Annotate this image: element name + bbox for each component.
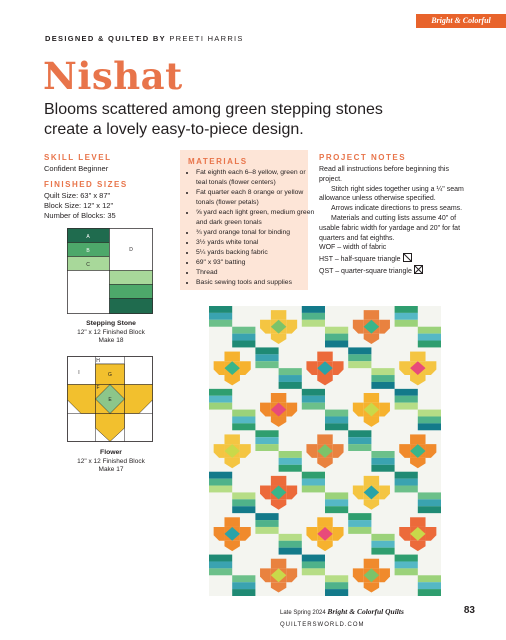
stepping-stone-strip [209,396,232,403]
stepping-stone-strip [371,458,394,465]
stepping-stone-strip [209,479,232,486]
finished-sizes-heading: FINISHED SIZES [44,180,128,189]
materials-list [188,168,316,288]
flower-petal [410,517,425,527]
stepping-stone-strip [325,423,348,430]
stepping-stone-size: 12" x 12 Finished Block [77,328,145,336]
stepping-stone-strip [302,403,325,410]
stepping-stone-strip [325,492,348,499]
flower-petal [317,434,332,444]
stepping-stone-strip [325,589,348,596]
stepping-stone-strip [209,555,232,562]
block-size: Block Size: 12" x 12" [44,201,114,210]
stepping-stone-strip [348,513,371,520]
label-c: C [86,262,90,268]
stepping-stone-strip [209,472,232,479]
materials-heading: MATERIALS [188,157,248,166]
magazine-title: Bright & Colorful Quilts [327,607,404,616]
stepping-stone-strip [302,389,325,396]
stepping-stone-strip [255,520,278,527]
stepping-stone-strip [209,389,232,396]
stepping-stone-strip [325,416,348,423]
stepping-stone-strip [232,575,255,582]
stepping-stone-strip [371,368,394,375]
materials-item: • Fat quarter each 8 orange or yellow tonals (flower petals) [196,188,316,208]
stepping-stone-strip [302,472,325,479]
stepping-stone-strip [395,472,418,479]
stepping-stone-strip [371,465,394,472]
stepping-stone-strip [209,568,232,575]
skill-level-heading: SKILL LEVEL [44,153,112,162]
flower-petal [364,476,379,486]
stepping-stone-strip [325,341,348,348]
stepping-stone-strip [348,347,371,354]
designer-name: PREETI HARRIS [169,34,244,43]
stepping-stone-strip [209,561,232,568]
materials-item: • Thread [196,268,316,278]
patch-light [110,271,153,285]
stepping-stone-strip [395,561,418,568]
stepping-stone-strip [232,506,255,513]
note-paragraph: Arrows indicate directions to press seams. [331,205,463,213]
stepping-stone-strip [395,313,418,320]
materials-item: • Fat eighth each 6–8 yellow, green or teal tonals (flower centers) [196,168,316,188]
stepping-stone-strip [232,327,255,334]
stepping-stone-strip [395,320,418,327]
stepping-stone-strip [255,527,278,534]
stepping-stone-strip [232,423,255,430]
skill-level-value: Confident Beginner [44,164,109,173]
stepping-stone-strip [418,506,441,513]
stepping-stone-strip [371,375,394,382]
stepping-stone-strip [395,389,418,396]
stepping-stone-strip [418,423,441,430]
stepping-stone-strip [279,458,302,465]
stepping-stone-strip [418,416,441,423]
stepping-stone-strip [232,416,255,423]
label-d: D [129,247,133,253]
qst-definition: QST – quarter-square triangle [319,267,412,275]
patch-medium [110,285,153,299]
stepping-stone-strip [371,382,394,389]
stepping-stone-strip [255,347,278,354]
label-f: F [96,385,100,391]
stepping-stone-strip [395,568,418,575]
stepping-stone-strip [255,430,278,437]
stepping-stone-strip [209,403,232,410]
stepping-stone-strip [255,354,278,361]
flower-petal [224,434,239,444]
stepping-stone-strip [279,375,302,382]
note-paragraph: Read all instructions before beginning this project. [319,166,449,183]
stepping-stone-strip [348,527,371,534]
stepping-stone-strip [232,410,255,417]
patch-d-lower [68,271,110,314]
stepping-stone-strip [209,320,232,327]
byline-prefix: DESIGNED & QUILTED BY [45,34,166,43]
stepping-stone-strip [302,306,325,313]
flower-size: 12" x 12 Finished Block [77,457,145,465]
stepping-stone-strip [325,410,348,417]
quilt-photo [209,306,441,596]
stepping-stone-strip [418,499,441,506]
skill-and-sizes [44,152,174,221]
stepping-stone-strip [348,354,371,361]
stepping-stone-strip [418,410,441,417]
number-of-blocks: Number of Blocks: 35 [44,211,116,220]
flower-diagram [67,356,153,442]
label-i: I [78,370,80,376]
stepping-stone-strip [232,589,255,596]
stepping-stone-strip [395,396,418,403]
hst-definition: HST – half-square triangle [319,256,401,264]
patch-dark [110,299,153,314]
stepping-stone-strip [255,437,278,444]
wof-definition: WOF – width of fabric [319,244,387,252]
stepping-stone-strip [255,361,278,368]
flower-petal [364,393,379,403]
issue-date: Late Spring 2024 [280,610,326,616]
label-a: A [86,234,90,240]
stepping-stone-strip [348,430,371,437]
stepping-stone-strip [325,499,348,506]
stepping-stone-strip [325,506,348,513]
stepping-stone-strip [279,534,302,541]
stepping-stone-strip [371,534,394,541]
label-e: E [108,397,112,403]
flower-petal [410,352,425,362]
stepping-stone-strip [371,451,394,458]
stepping-stone-strip [302,568,325,575]
stepping-stone-strip [255,444,278,451]
stepping-stone-strip [232,499,255,506]
pattern-title: Nishat [43,54,183,98]
project-notes [319,152,469,277]
project-notes-heading: PROJECT NOTES [319,153,407,162]
page-number: 83 [463,605,475,616]
stepping-stone-strip [302,320,325,327]
stepping-stone-strip [209,486,232,493]
stepping-stone-strip [418,341,441,348]
byline [45,34,244,43]
flower-petal [224,517,239,527]
flower-name: Flower [100,449,122,456]
qst-icon [414,265,423,274]
flower-petal [364,559,379,569]
flower-petal [271,476,286,486]
stepping-stone-strip [325,575,348,582]
stepping-stone-strip [348,444,371,451]
stepping-stone-strip [209,306,232,313]
stepping-stone-strip [395,403,418,410]
note-paragraph: Materials and cutting lists assume 40" of usable fabric width for yardage and 20" for fat quarters and fat eighths. [319,214,461,242]
stepping-stone-strip [232,334,255,341]
flower-petal [271,310,286,320]
stepping-stone-strip [279,548,302,555]
stepping-stone-strip [279,382,302,389]
stepping-stone-strip [232,341,255,348]
stepping-stone-make: Make 18 [98,337,124,344]
flower-caption [56,449,166,475]
qst-line [319,265,469,277]
pattern-subtitle: Blooms scattered among green stepping stones create a lovely easy-to-piece design. [44,101,383,138]
stepping-stone-strip [371,548,394,555]
stepping-stone-strip [418,334,441,341]
page-footer [280,606,475,631]
stepping-stone-strip [325,327,348,334]
materials-item: • 3½ yards white tonal [196,238,316,248]
stepping-stone-strip [395,479,418,486]
stepping-stone-strip [302,555,325,562]
stepping-stone-strip [418,582,441,589]
stepping-stone-strip [348,437,371,444]
stepping-stone-name: Stepping Stone [86,320,136,327]
stepping-stone-strip [302,396,325,403]
stepping-stone-strip [395,555,418,562]
stepping-stone-strip [348,361,371,368]
stepping-stone-strip [279,451,302,458]
quilt-size: Quilt Size: 63" x 87" [44,191,111,200]
materials-item: • ¾ yard orange tonal for binding [196,228,316,238]
flower-make: Make 17 [98,466,124,473]
materials-item: • 5¼ yards backing fabric [196,248,316,258]
stepping-stone-strip [395,306,418,313]
materials-item: • ⅝ yard each light green, medium green and dark green tonals [196,208,316,228]
stepping-stone-strip [209,313,232,320]
stepping-stone-strip [325,582,348,589]
flower-petal [317,352,332,362]
stepping-stone-strip [418,589,441,596]
stepping-stone-strip [255,513,278,520]
stepping-stone-strip [371,541,394,548]
flower-petal [317,517,332,527]
materials-item: • 69" x 93" batting [196,258,316,268]
hst-icon [403,253,412,262]
flower-petal [410,434,425,444]
top-bar [0,0,506,30]
stepping-stone-strip [302,313,325,320]
flower-petal [364,310,379,320]
flower-petal [224,352,239,362]
label-h: H [96,358,100,364]
stepping-stone-strip [418,575,441,582]
stepping-stone-strip [302,486,325,493]
stepping-stone-strip [279,465,302,472]
stepping-stone-strip [348,520,371,527]
stepping-stone-strip [418,327,441,334]
materials-item: • Basic sewing tools and supplies [196,278,316,288]
stepping-stone-strip [418,492,441,499]
stepping-stone-strip [279,368,302,375]
label-g: G [108,372,112,378]
stepping-stone-strip [395,486,418,493]
section-tab: Bright & Colorful [416,14,506,28]
note-paragraph: Stitch right sides together using a ¼" seam allowance unless otherwise specified. [319,185,464,203]
stepping-stone-caption [56,320,166,346]
flower-petal [271,559,286,569]
flower-petal [271,393,286,403]
stepping-stone-strip [302,561,325,568]
label-b: B [86,248,90,254]
stepping-stone-diagram [67,228,153,314]
stepping-stone-strip [279,541,302,548]
stepping-stone-strip [325,334,348,341]
magazine-site: QUILTERSWORLD.COM [280,622,365,628]
stepping-stone-strip [232,492,255,499]
stepping-stone-strip [302,479,325,486]
stepping-stone-strip [232,582,255,589]
hst-line [319,253,469,265]
